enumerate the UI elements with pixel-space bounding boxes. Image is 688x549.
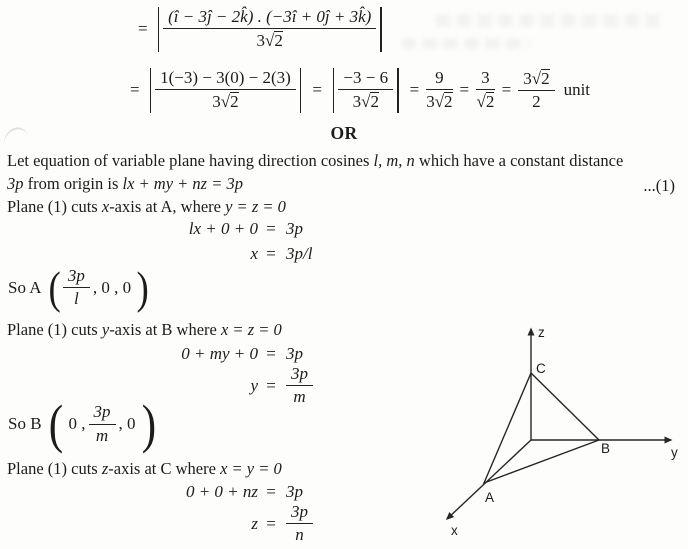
fraction-numerator: 3p — [63, 266, 90, 288]
paragraph-text: which have a constant distance — [414, 151, 624, 170]
paragraph-text: from origin is — [23, 174, 123, 193]
statement-plane-cuts-y-axis — [7, 320, 282, 340]
equals-sign: = — [409, 80, 420, 100]
fraction-denominator — [426, 90, 452, 112]
radicand: 2 — [541, 69, 550, 88]
so-label: So B — [8, 414, 42, 434]
fraction-denominator — [338, 90, 393, 112]
open-paren: ( — [48, 394, 63, 454]
equals-sign: = — [266, 513, 276, 533]
statement-text: -axis at A, where — [109, 197, 226, 216]
radicand: 2 — [230, 92, 239, 112]
x-axis-label: x — [451, 523, 458, 538]
statement-plane-cuts-z-axis — [7, 459, 282, 479]
equation-reference-1: ...(1) — [643, 176, 675, 195]
y-axis-label: y — [671, 445, 678, 460]
fraction — [338, 68, 393, 113]
z-axis-label: z — [538, 325, 545, 340]
bleed-through-artifact — [402, 38, 530, 49]
fraction-denominator — [476, 90, 495, 112]
statement-text: Plane (1) cuts — [7, 320, 102, 339]
point-a-label: A — [485, 490, 495, 505]
radicand: 2 — [485, 92, 495, 112]
equation-lhs: 0 + my + 0 — [181, 344, 258, 363]
open-paren: ( — [48, 262, 61, 314]
equation-lhs: z — [251, 513, 258, 533]
equals-sign: = — [459, 80, 470, 100]
direction-cosines-vars: l, m, n — [373, 151, 415, 170]
equation-rhs — [284, 502, 430, 546]
statement-plane-cuts-x-axis — [7, 197, 286, 217]
fraction-numerator: 1(−3) − 3(0) − 2(3) — [155, 68, 296, 90]
fraction-denominator: n — [295, 525, 304, 545]
fraction — [476, 68, 495, 113]
statement-text: Plane (1) cuts — [7, 197, 102, 216]
paragraph-line-2 — [7, 174, 243, 194]
close-paren: ) — [141, 394, 156, 454]
close-paren: ) — [136, 262, 149, 314]
abs-bar-right — [380, 7, 382, 52]
equals-sign: = — [266, 375, 276, 395]
radical-coefficient: 3√ — [212, 92, 231, 112]
absolute-value-group — [146, 66, 306, 115]
derivation-row-a2 — [0, 244, 430, 264]
equals-sign: = — [312, 80, 322, 100]
equation-rhs: 3p — [286, 482, 303, 501]
equation-rhs: 3p/l — [286, 244, 313, 263]
coordinate-tail: , 0 , 0 — [92, 277, 132, 297]
x-axis-line — [447, 440, 531, 519]
fraction — [286, 364, 313, 408]
coordinate-tail: , 0 — [118, 414, 136, 434]
radicand: 2 — [444, 92, 453, 112]
fraction — [286, 502, 313, 546]
fraction — [426, 68, 452, 113]
coordinate-head: 0 , — [68, 414, 86, 434]
or-divider: OR — [330, 123, 358, 143]
equals-sign: = — [266, 344, 276, 363]
equation-lhs: 0 + 0 + nz — [185, 482, 258, 501]
equation-lhs: x — [250, 244, 258, 263]
absolute-value-group — [154, 5, 386, 54]
equation-rhs: 3p — [286, 219, 303, 238]
point-b-coordinates — [8, 394, 159, 454]
fraction — [163, 7, 376, 52]
triangle-abc — [484, 373, 599, 483]
derivation-row-a1 — [0, 219, 430, 239]
derivation-row-b1 — [0, 344, 430, 364]
fraction-numerator — [518, 68, 554, 91]
axis-variable: z — [101, 459, 109, 478]
condition-math: x = y = 0 — [220, 459, 282, 478]
equation-line-2 — [130, 66, 590, 115]
equals-sign: = — [266, 244, 276, 263]
statement-text: Plane (1) cuts — [7, 459, 102, 478]
fraction-numerator: 3p — [89, 402, 116, 424]
abs-bar-left — [333, 68, 335, 113]
radicand: 2 — [274, 31, 283, 51]
derivation-row-c2 — [0, 502, 430, 546]
statement-text: -axis at C where — [108, 459, 221, 478]
fraction-numerator: −3 − 6 — [338, 68, 393, 90]
fraction-denominator: l — [74, 289, 79, 309]
fraction-denominator: m — [95, 425, 109, 445]
fraction-denominator — [155, 90, 296, 112]
distance-term: 3p — [7, 174, 24, 193]
fraction-numerator: 3 — [476, 68, 495, 90]
axes-diagram — [437, 315, 685, 547]
condition-math: x = z = 0 — [220, 320, 282, 339]
condition-math: y = z = 0 — [225, 197, 286, 216]
plane-equation: lx + my + nz = 3p — [122, 174, 243, 193]
so-label: So A — [8, 277, 42, 297]
equation-rhs: 3p — [286, 344, 303, 363]
abs-bar-left — [150, 68, 152, 113]
fraction-denominator — [163, 29, 376, 51]
equals-sign: = — [130, 80, 140, 100]
point-a-coordinates — [8, 262, 151, 314]
equals-sign: = — [138, 19, 148, 39]
paragraph-text: Let equation of variable plane having direction cosines — [7, 151, 374, 170]
equation-lhs: lx + 0 + 0 — [188, 219, 258, 238]
equation-rhs — [284, 364, 430, 408]
abs-bar-right — [300, 68, 302, 113]
radicand: 2 — [370, 92, 379, 112]
abs-bar-right — [397, 68, 399, 113]
fraction-denominator: 2 — [532, 92, 541, 112]
equals-sign: = — [266, 482, 276, 501]
radical-coefficient: 3√ — [426, 92, 445, 112]
derivation-row-c1 — [0, 482, 430, 502]
absolute-value-group — [329, 66, 403, 115]
paragraph-line-1 — [7, 151, 623, 171]
radical-coefficient: 3√ — [523, 69, 542, 88]
point-b-label: B — [601, 441, 611, 456]
fraction-numerator: (î − 3ĵ − 2k̂) . (−3î + 0ĵ + 3k̂) — [163, 7, 376, 29]
fraction-numerator: 9 — [426, 68, 452, 90]
equation-lhs: y — [250, 375, 258, 395]
fraction — [518, 68, 554, 113]
radical-coefficient: 3√ — [256, 31, 275, 51]
fraction — [89, 402, 116, 446]
radical-sign: √ — [476, 92, 486, 112]
unit-label: unit — [563, 80, 591, 100]
point-c-label: C — [536, 361, 546, 376]
axis-variable: y — [101, 320, 110, 339]
bleed-through-artifact — [436, 14, 662, 27]
equals-sign: = — [501, 80, 512, 100]
fraction — [155, 68, 296, 113]
axis-variable: x — [101, 197, 110, 216]
fraction-denominator: m — [293, 387, 306, 407]
abs-bar-left — [158, 7, 160, 52]
fraction — [63, 266, 90, 310]
equation-line-1 — [138, 5, 386, 54]
fraction-numerator: 3p — [286, 364, 313, 386]
equals-sign: = — [266, 219, 276, 238]
radical-coefficient: 3√ — [352, 92, 371, 112]
fraction-numerator: 3p — [286, 502, 313, 524]
statement-text: -axis at B where — [109, 320, 221, 339]
